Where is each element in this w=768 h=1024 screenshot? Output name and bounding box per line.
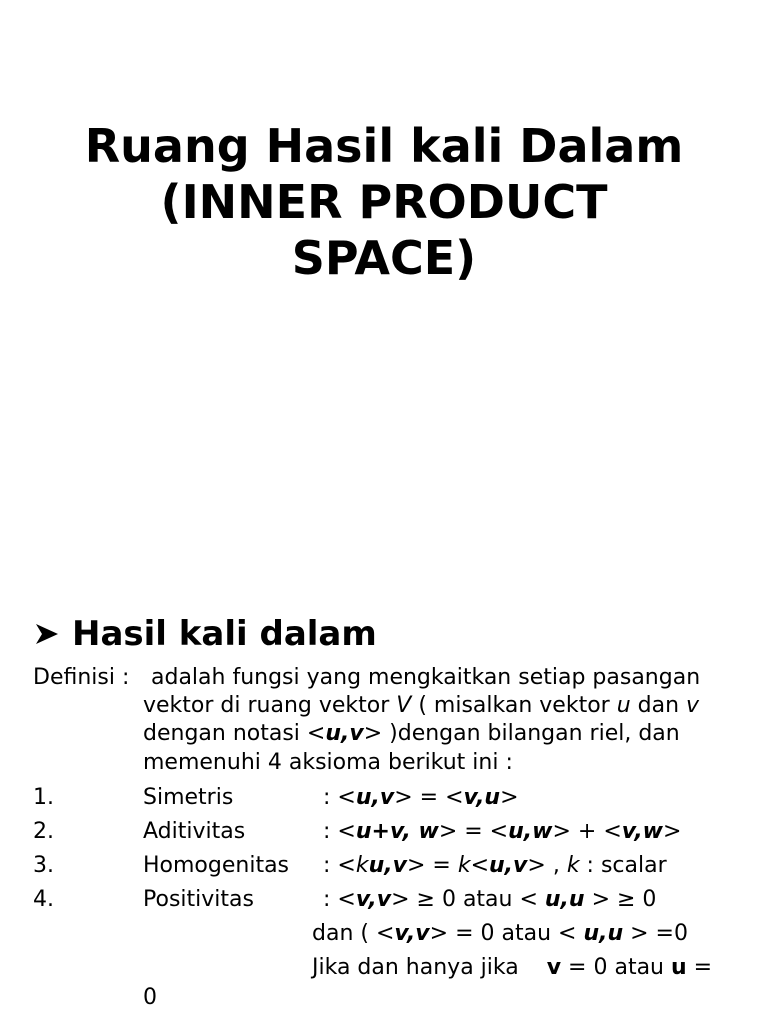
axiom-number: 1. <box>33 785 54 810</box>
axiom-name: Aditivitas <box>143 819 246 844</box>
title-line-2: (INNER PRODUCT <box>160 175 608 229</box>
axiom-name: Simetris <box>143 785 234 810</box>
definition-line-4: memenuhi 4 aksioma berikut ini : <box>143 750 513 775</box>
section-header <box>34 612 377 656</box>
axiom-formula: : <u+v, w> = <u,w> + <v,w> <box>323 819 682 844</box>
axiom-formula: : <v,v> ≥ 0 atau < u,u > ≥ 0 <box>323 887 657 912</box>
axiom-formula: : <ku,v> = k<u,v> , k : scalar <box>323 853 667 878</box>
page-title <box>0 118 768 286</box>
definition-line-3: dengan notasi <u,v> )dengan bilangan riel, dan <box>143 721 680 746</box>
definition-label: Definisi : <box>33 665 130 690</box>
arrow-bullet-icon <box>34 621 60 647</box>
continuation-line-3: 0 <box>143 985 157 1010</box>
title-line-3: SPACE) <box>291 231 477 285</box>
axiom-name: Homogenitas <box>143 853 290 878</box>
axiom-number: 4. <box>33 887 54 912</box>
axiom-name: Positivitas <box>143 887 254 912</box>
axiom-formula: : <u,v> = <v,u> <box>323 785 519 810</box>
title-line-1: Ruang Hasil kali Dalam <box>84 119 684 173</box>
axiom-number: 3. <box>33 853 54 878</box>
axiom-number: 2. <box>33 819 54 844</box>
continuation-line-1: dan ( <v,v> = 0 atau < u,u > =0 <box>312 921 688 946</box>
continuation-line-2: Jika dan hanya jika v = 0 atau u = <box>312 955 713 980</box>
definition-line-2: vektor di ruang vektor V ( misalkan vektor u dan v <box>143 693 700 718</box>
definition-line-1: adalah fungsi yang mengkaitkan setiap pasangan <box>151 665 701 690</box>
section-heading: Hasil kali dalam <box>72 614 377 654</box>
